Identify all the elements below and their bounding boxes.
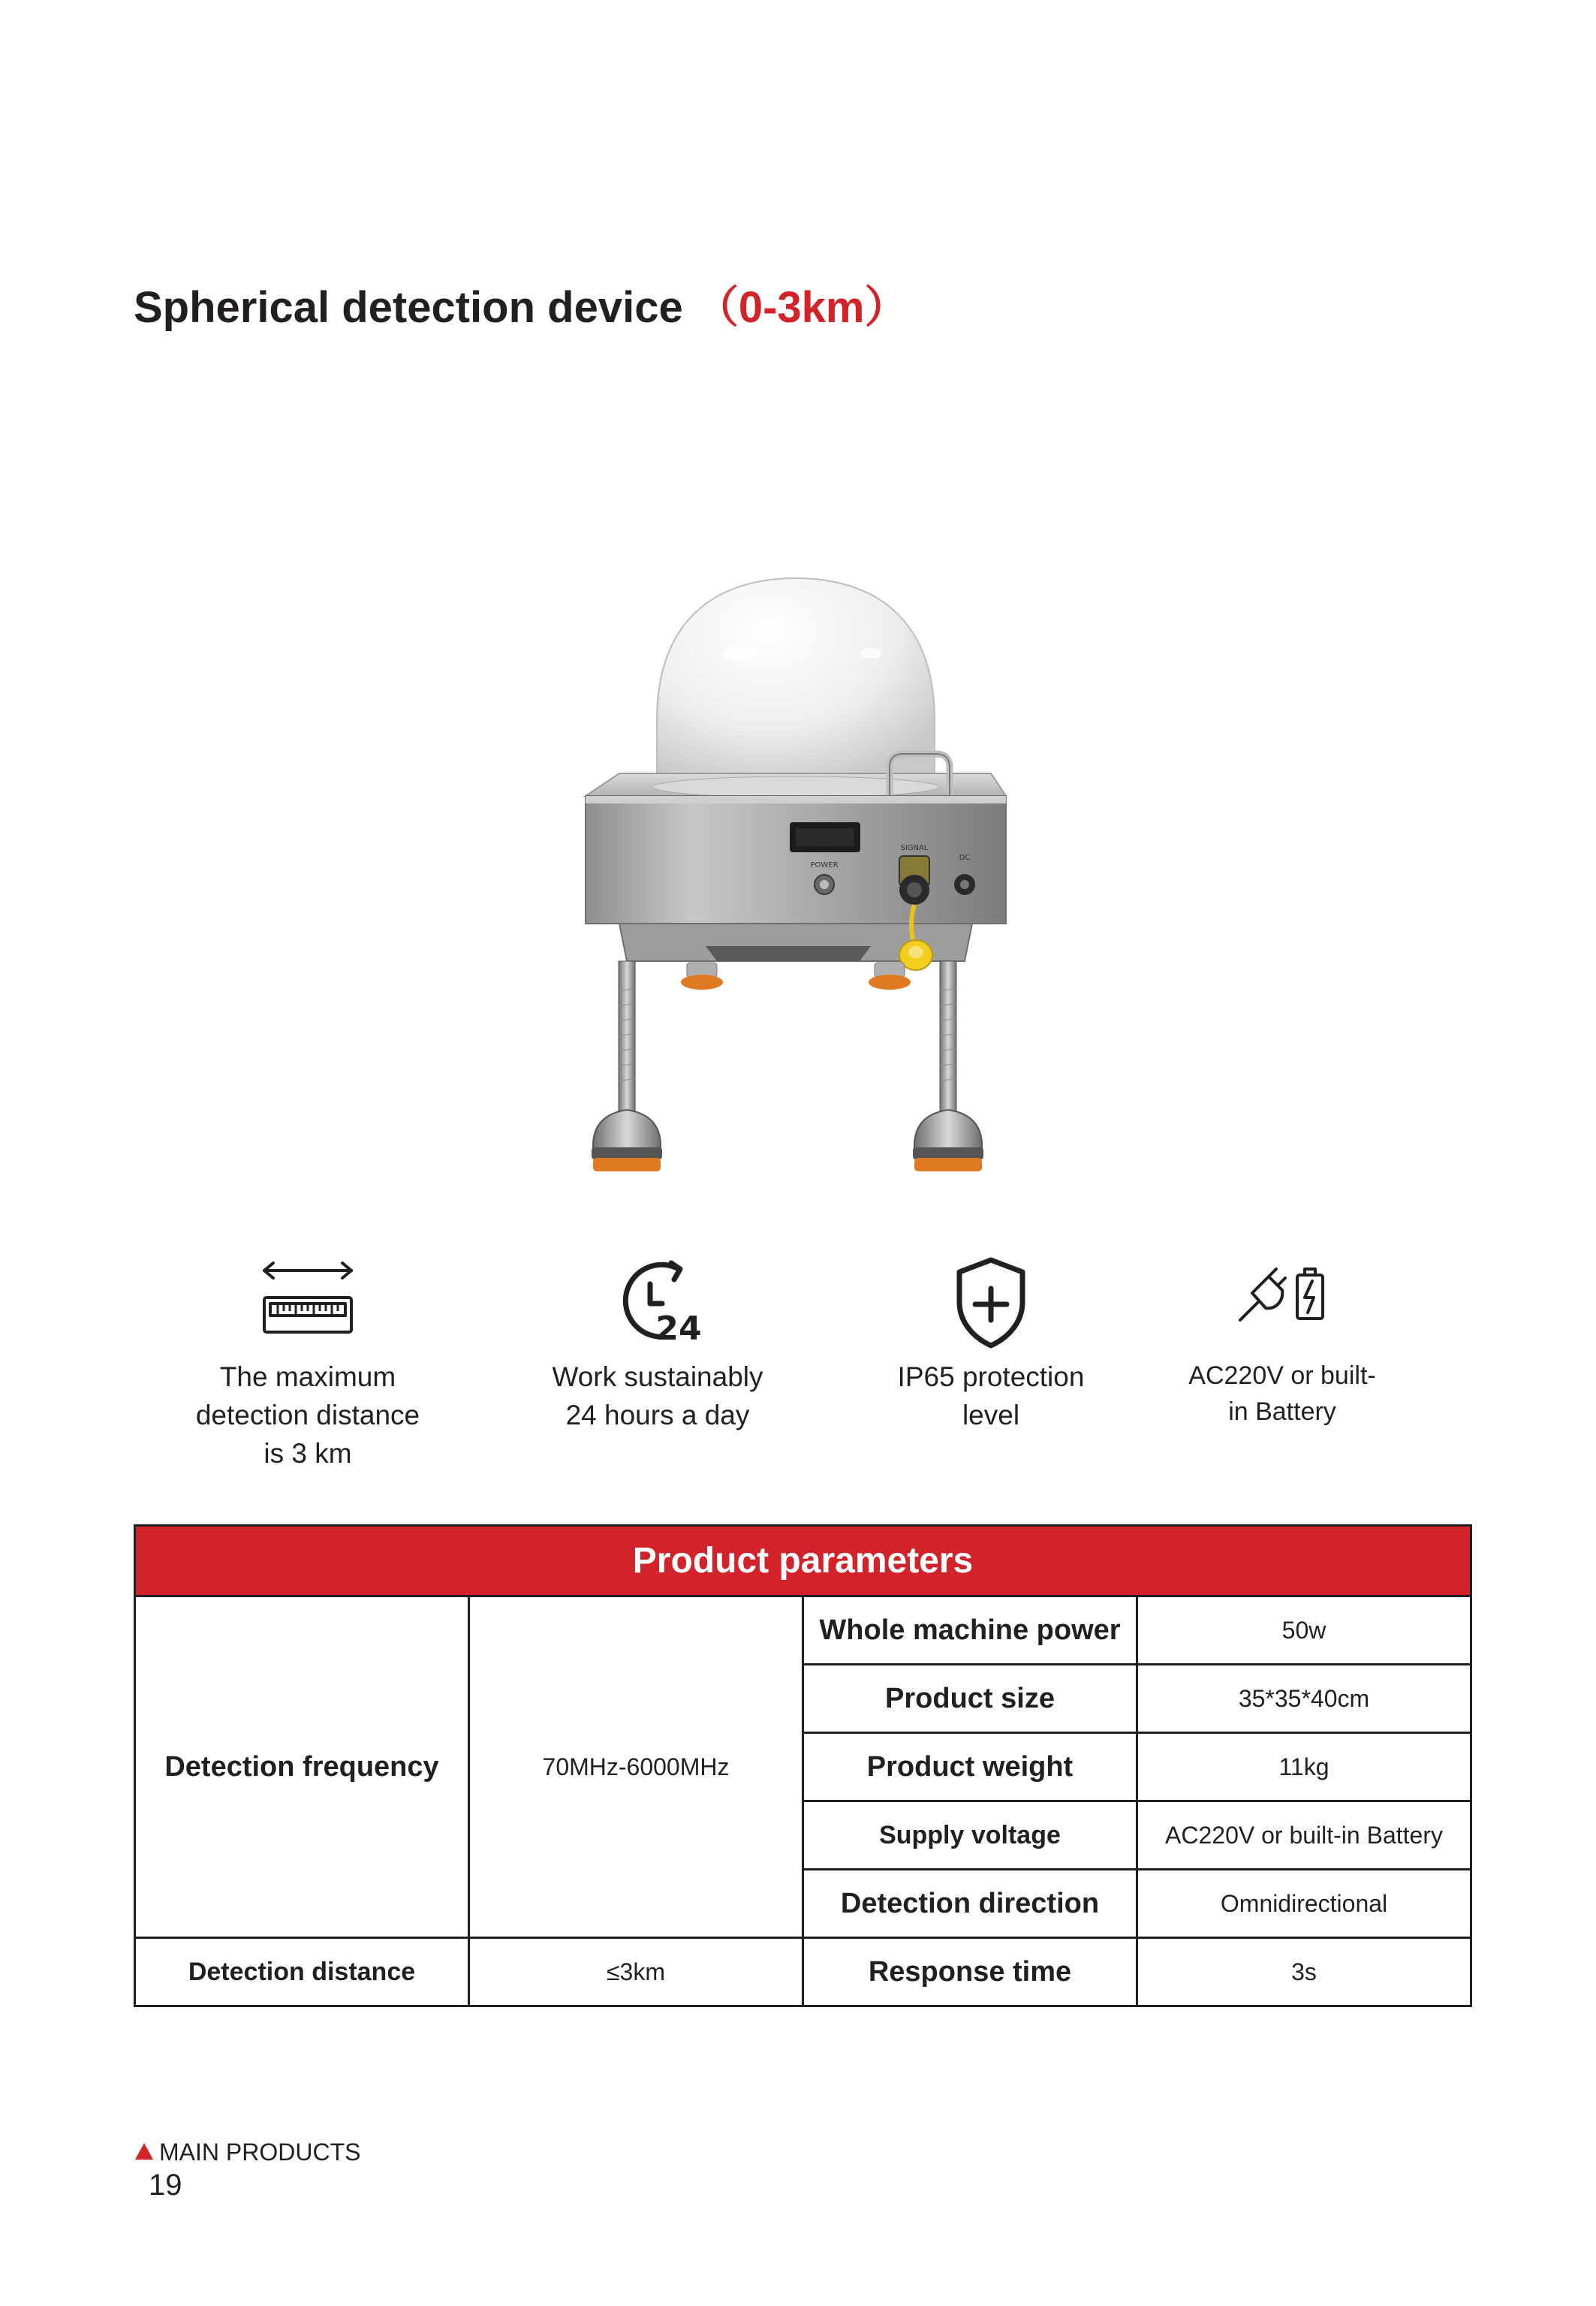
triangle-marker-icon [135,2143,153,2160]
param-value: 35*35*40cm [1137,1665,1471,1733]
param-value: 3s [1137,1938,1471,2006]
feature-text-detection-distance: The maximum detection distance is 3 km [195,1361,420,1469]
table-header-row [135,1526,1471,1596]
feature-text-ip65: IP65 protection level [897,1361,1085,1430]
feature-text-24-hours: Work sustainably 24 hours a day [552,1361,763,1430]
param-label: Detection direction [803,1870,1137,1938]
clock-24-hours-icon [605,1254,710,1352]
param-label: Product size [803,1665,1137,1733]
svg-text:24: 24 [655,1310,702,1348]
dc-label: DC [959,854,971,862]
detection-frequency-value: 70MHz-6000MHz [469,1596,803,1938]
table-row [135,1596,1471,1665]
feature-ip65 [833,1246,1149,1502]
feature-row [150,1246,1471,1502]
power-label: POWER [810,861,839,870]
detection-distance-value: ≤3km [469,1938,803,2006]
ruler-distance-icon [255,1254,360,1352]
param-label: Product weight [803,1733,1137,1801]
page-title [134,272,908,335]
plug-battery-icon [1230,1254,1335,1352]
feature-detection-distance [150,1246,465,1502]
feature-text-power-supply: AC220V or built- in Battery [1188,1361,1376,1426]
feature-power-supply [1125,1246,1440,1502]
table-heading: Product parameters [135,1526,1471,1596]
param-value: Omnidirectional [1137,1870,1471,1938]
param-label: Response time [803,1938,1137,2006]
detection-distance-label: Detection distance [135,1938,469,2006]
product-parameters-table [134,1524,1472,2007]
param-label: Whole machine power [803,1596,1137,1665]
param-label: Supply voltage [803,1801,1137,1870]
spherical-detection-device-image [556,571,1036,1171]
param-value: 50w [1137,1596,1471,1665]
title-range: （0-3km） [694,283,908,332]
footer-section-label: MAIN PRODUCTS [159,2139,361,2166]
param-value: 11kg [1137,1733,1471,1801]
table-row [135,1938,1471,2006]
title-main: Spherical detection device [134,283,683,332]
param-value: AC220V or built-in Battery [1137,1801,1471,1870]
detection-frequency-label: Detection frequency [135,1596,469,1938]
page-number: 19 [149,2169,182,2202]
shield-plus-icon [938,1254,1043,1352]
feature-24-hours [500,1246,815,1502]
signal-label: SIGNAL [900,844,929,852]
